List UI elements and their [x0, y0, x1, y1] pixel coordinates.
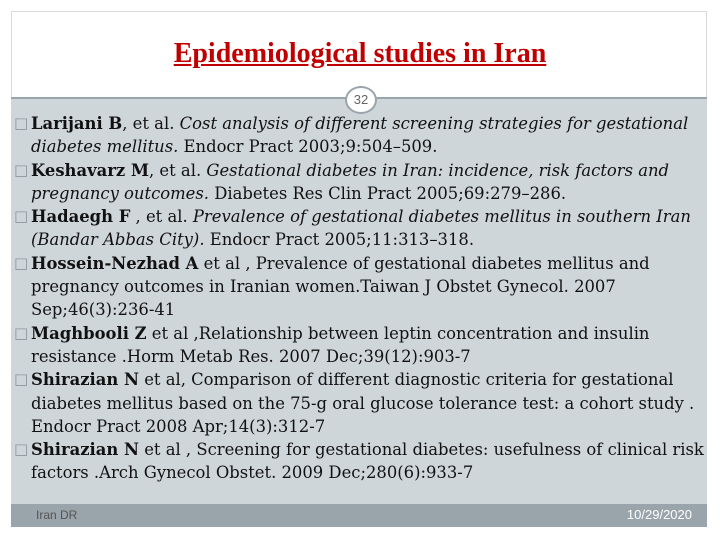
- reference-source: Endocr Pract 2003;9:504–509.: [178, 137, 438, 157]
- bullet-icon: □: [14, 370, 29, 389]
- reference-text: , et al.: [130, 207, 193, 227]
- bullet-icon: □: [14, 114, 29, 132]
- bullet-icon: □: [14, 207, 29, 226]
- reference-text: et al , Prevalence of gestational diabetes mellitus and pregnancy outcomes in Iranian women.Taiwan J Obstet Gynecol. 2007 Sep;46(3):236-41: [31, 253, 650, 320]
- reference-item: [14, 252, 704, 322]
- reference-author: Hadaegh F: [31, 207, 131, 227]
- reference-source: Endocr Pract 2005;11:313–318.: [204, 230, 475, 250]
- reference-list: [14, 112, 704, 485]
- reference-text: , et al.: [149, 160, 207, 180]
- slide-title: Epidemiological studies in Iran: [173, 38, 547, 69]
- footer-bar: [11, 504, 707, 527]
- reference-author: Larijani B: [31, 114, 123, 133]
- reference-article-title: Cost analysis of different screening strategies for gestational diabetes mellitus.: [31, 114, 689, 157]
- reference-text: et al ,Relationship between leptin concentration and insulin resistance .Horm Metab Res. 2007 Dec;39(12):903-7: [31, 323, 650, 366]
- reference-item: [14, 438, 704, 485]
- footer-date: 10/29/2020: [626, 507, 692, 522]
- bullet-icon: □: [14, 160, 29, 179]
- reference-author: Maghbooli Z: [31, 323, 147, 343]
- reference-author: Hossein-Nezhad A: [31, 253, 199, 273]
- reference-item: [14, 112, 704, 159]
- footer-label: Iran DR: [36, 508, 78, 522]
- reference-author: Shirazian N: [31, 440, 139, 460]
- reference-source: Diabetes Res Clin Pract 2005;69:279–286.: [208, 183, 567, 203]
- reference-author: Keshavarz M: [31, 160, 150, 180]
- bullet-icon: □: [14, 440, 29, 459]
- reference-article-title: Prevalence of gestational diabetes mellitus in southern Iran (Bandar Abbas City).: [31, 207, 691, 250]
- reference-item: [14, 205, 704, 252]
- bullet-icon: □: [14, 253, 29, 272]
- reference-text: et al, Comparison of different diagnostic criteria for gestational diabetes mellitus based on the 75-g oral glucose tolerance test: a cohort study . Endocr Pract 2008 Apr;14(3):312-7: [31, 370, 695, 436]
- reference-text: , et al.: [122, 114, 180, 133]
- reference-item: [14, 159, 704, 206]
- page-number-badge: 32: [345, 86, 377, 114]
- reference-item: [14, 322, 704, 369]
- bullet-icon: □: [14, 323, 29, 342]
- reference-item: [14, 368, 704, 438]
- reference-text: et al , Screening for gestational diabetes: usefulness of clinical risk factors .Arch Gynecol Obstet. 2009 Dec;280(6):933-7: [31, 440, 704, 483]
- reference-author: Shirazian N: [31, 370, 139, 390]
- reference-article-title: Gestational diabetes in Iran: incidence, risk factors and pregnancy outcomes.: [31, 160, 670, 203]
